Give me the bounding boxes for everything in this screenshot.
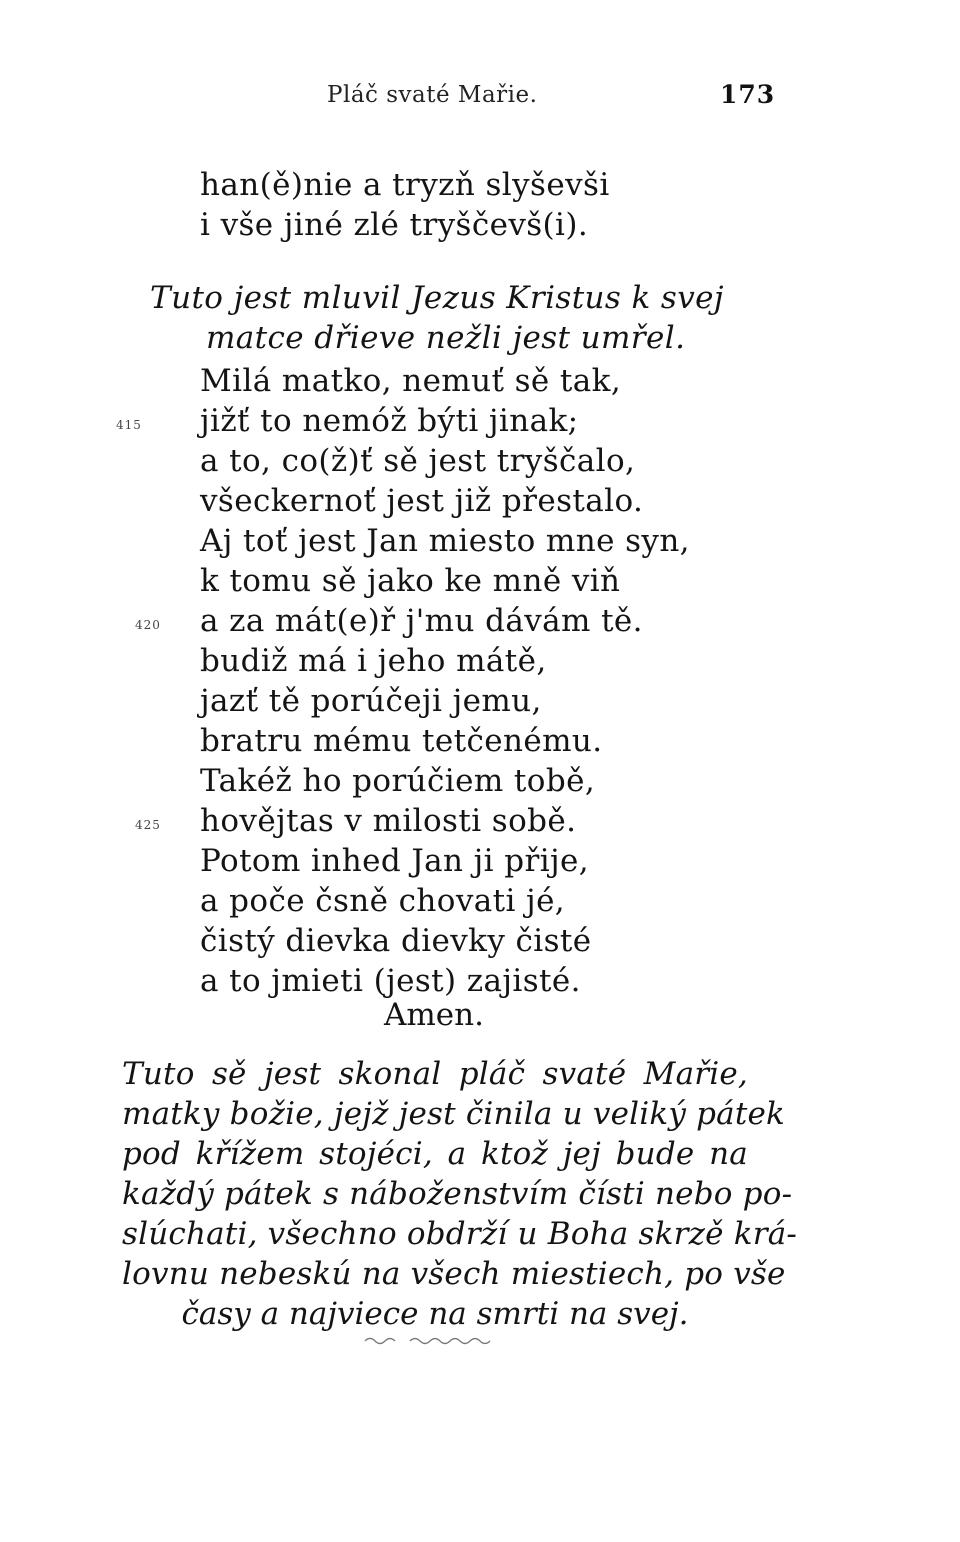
poem-line: Takéž ho porúčiem tobě,: [200, 763, 596, 799]
colophon-line: slúchati, všechno obdrží u Boha skrzě krá-: [122, 1216, 798, 1252]
colophon-line: Tuto sě jest skonal pláč svaté Mařie,: [122, 1056, 748, 1092]
rubric-line: matce dřieve nežli jest umřel.: [206, 320, 686, 356]
opening-line: han(ě)nie a tryzň slyševši: [200, 167, 610, 203]
line-number: 425: [135, 818, 161, 832]
poem-line: Potom inhed Jan ji přije,: [200, 843, 590, 879]
running-title: Pláč svaté Mařie.: [327, 82, 538, 108]
colophon-line: pod křížem stojéci, a ktož jej bude na: [122, 1136, 748, 1172]
poem-line: a to jmieti (jest) zajisté.: [200, 963, 581, 999]
amen-line: Amen.: [384, 997, 484, 1033]
poem-line: jazť tě porúčeji jemu,: [200, 683, 542, 719]
poem-line: všeckernoť jest již přestalo.: [200, 483, 644, 519]
opening-line: i vše jiné zlé tryščevš(i).: [200, 207, 589, 243]
colophon-line: každý pátek s náboženstvím čísti nebo po-: [122, 1176, 793, 1212]
line-number: 420: [135, 618, 161, 632]
line-number: 415: [116, 418, 142, 432]
colophon-line: časy a najviece na smrti na svej.: [181, 1296, 689, 1332]
colophon-line: matky božie, jejž jest činila u veliký pátek: [122, 1096, 786, 1132]
end-ornament: [360, 1333, 510, 1352]
page-header: [0, 82, 960, 122]
poem-line: a za mát(e)ř j'mu dávám tě.: [200, 603, 643, 639]
colophon-line: lovnu nebeskú na všech miestiech, po vše: [122, 1256, 786, 1292]
poem-line: jižť to nemóž býti jinak;: [200, 403, 579, 439]
poem-line: Aj toť jest Jan miesto mne syn,: [200, 523, 690, 559]
poem-line: bratru mému tetčenému.: [200, 723, 603, 759]
page-number: 173: [720, 80, 776, 109]
poem-line: čistý dievka dievky čisté: [200, 923, 592, 959]
poem-line: k tomu sě jako ke mně viň: [200, 563, 621, 599]
poem-line: Milá matko, nemuť sě tak,: [200, 363, 622, 399]
poem-line: hovějtas v milosti sobě.: [200, 803, 577, 839]
poem-line: a poče čsně chovati jé,: [200, 883, 566, 919]
rubric-line: Tuto jest mluvil Jezus Kristus k svej: [150, 280, 724, 316]
poem-line: a to, co(ž)ť sě jest tryščalo,: [200, 443, 636, 479]
poem-line: budiž má i jeho mátě,: [200, 643, 547, 679]
